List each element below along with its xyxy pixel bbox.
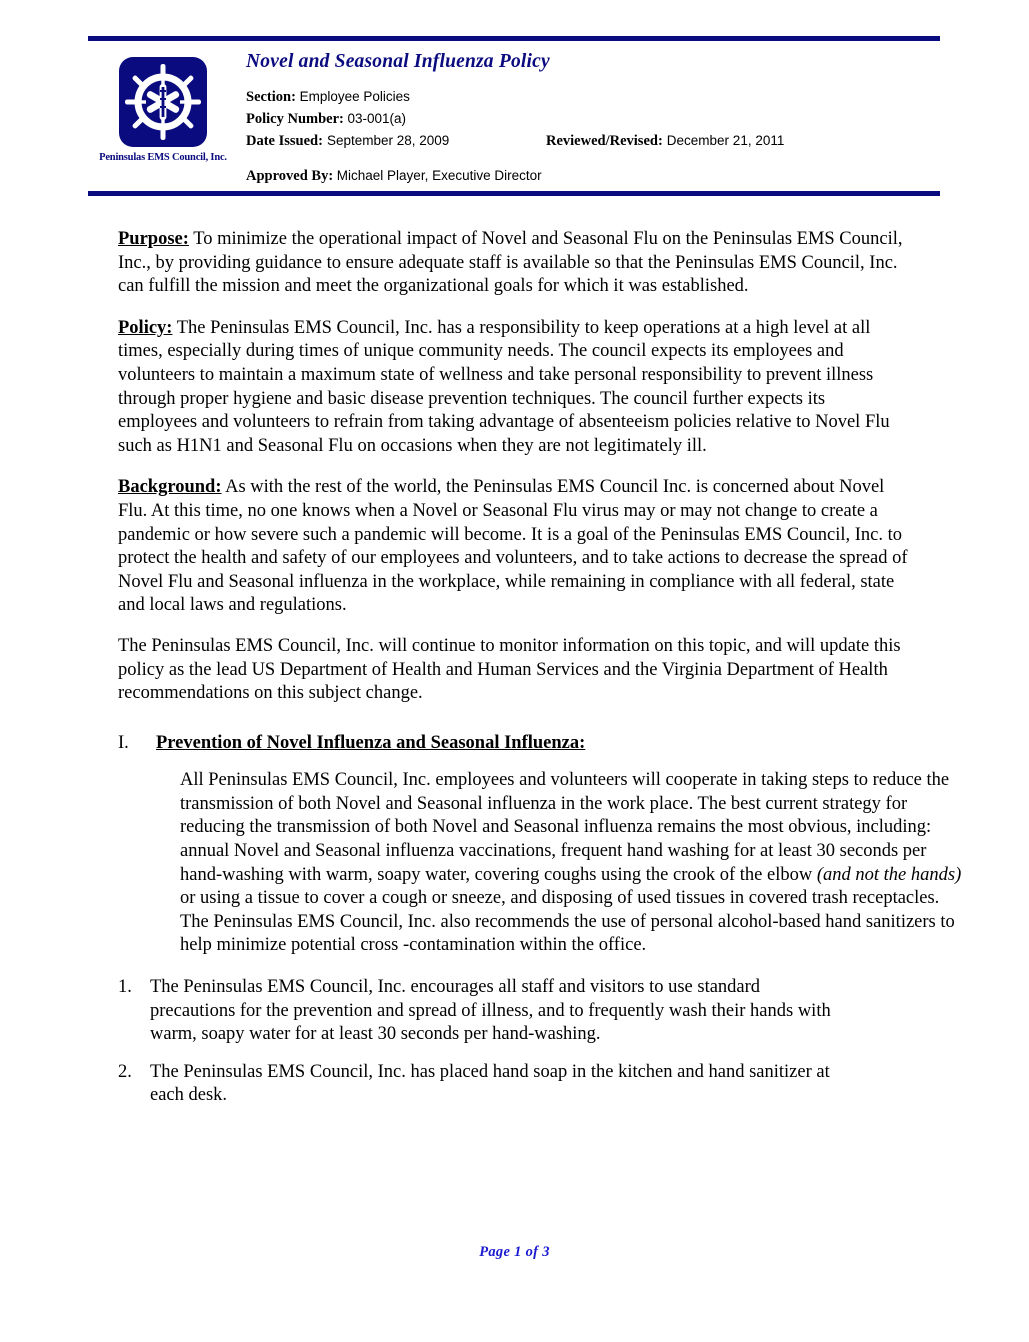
logo-block [88,49,238,163]
header-bottom-rule [88,191,940,196]
section-one-paragraph-emphasis: (and not the hands) [816,864,962,885]
header-field-dates [246,130,940,152]
ship-wheel-star-of-life-icon [119,57,207,147]
page-number: Page 1 of 3 [479,1244,550,1260]
policy-heading: Policy: [118,317,173,338]
date-issued-label: Date Issued: [246,133,323,150]
section-one-heading-row [118,732,908,756]
header-field-policy-number [246,108,940,130]
reviewed-revised-label: Reviewed/Revised: [546,133,663,150]
purpose-paragraph [118,228,908,299]
list-item-marker: 1. [118,977,132,998]
page-title: Novel and Seasonal Influenza Policy [246,51,550,72]
policy-number-label: Policy Number: [246,111,344,128]
document-header [88,36,940,196]
section-one-paragraph-part2: or using a tissue to cover a cough or sneeze, and disposing of used tissues in covered trash receptacles. The Peninsulas EMS Council, Inc. also recommends the use of personal alcohol-based hand sanitizers to help minimize potential cross -contamination within the office. [180,888,955,956]
approved-by-value: Michael Player, Executive Director [336,168,542,184]
section-one-paragraph-part1: All Peninsulas EMS Council, Inc. employees and volunteers will cooperate in taking steps to reduce the transmission of both Novel and Seasonal influenza in the work place. The best current strategy for reducing the transmission of both Novel and Seasonal influenza remains the most obvious, including: annual Novel and Seasonal influenza vaccinations, frequent hand washing for at least 30 seconds per hand-washing with warm, soapy water, covering coughs using the crook of the elbow [180,770,950,885]
document-body [118,228,962,1122]
list-item-text: The Peninsulas EMS Council, Inc. has placed hand soap in the kitchen and hand sanitizer at each desk. [150,1061,830,1106]
list-item [118,976,846,1047]
list-item-text: The Peninsulas EMS Council, Inc. encourages all staff and visitors to use standard precautions for the prevention and spread of illness, and to frequently wash their hands with warm, soapy water for at least 30 seconds per hand-washing. [150,977,831,1045]
header-field-approved-by [246,165,940,187]
logo-caption: Peninsulas EMS Council, Inc. [99,152,227,163]
reviewed-revised-value: December 21, 2011 [666,133,785,149]
section-one-heading: Prevention of Novel Influenza and Seasonal Influenza: [156,732,586,753]
header-field-date-issued [246,130,546,152]
document-footer [0,1243,1029,1261]
section-one-body [180,769,970,958]
list-item [118,1061,846,1108]
header-field-reviewed [546,130,940,152]
section-value: Employee Policies [299,89,410,105]
purpose-heading: Purpose: [118,229,189,249]
policy-paragraph [118,317,908,459]
background-heading: Background: [118,477,222,498]
section-one-numeral: I. [118,732,129,753]
approved-by-label: Approved By: [246,168,334,185]
date-issued-value: September 28, 2009 [326,133,450,149]
policy-text: The Peninsulas EMS Council, Inc. has a responsibility to keep operations at a high level at all times, especially during times of unique community needs. The council expects its employees and volunteers to maintain a maximum state of wellness and take personal responsibility to prevent illness through proper hygiene and basic disease prevention techniques. The council further expects its employees and volunteers to refrain from taking advantage of absenteeism policies relative to Novel Flu such as H1N1 and Seasonal Flu on occasions when they are not legitimately ill. [118,317,890,456]
header-field-section [246,86,940,108]
monitor-paragraph: The Peninsulas EMS Council, Inc. will continue to monitor information on this topic, and will update this policy as the lead US Department of Health and Human Services and the Virginia Department of Health recommendations on this subject change. [118,635,901,704]
section-label: Section: [246,89,296,106]
policy-number-value: 03-001(a) [347,111,407,127]
background-paragraph [118,476,908,618]
section-one-paragraph [180,769,970,958]
header-meta [238,49,940,187]
background-text: As with the rest of the world, the Peninsulas EMS Council Inc. is concerned about Novel Flu. At this time, no one knows when a Novel or Seasonal Flu virus may or may not change to create a pandemic or how severe such a pandemic will become. It is a goal of the Peninsulas EMS Council, Inc. to protect the health and safety of our employees and volunteers, and to take actions to decrease the spread of Novel Flu and Seasonal influenza in the workplace, while remaining in compliance with all federal, state and local laws and regulations. [118,477,908,616]
purpose-text: To minimize the operational impact of Novel and Seasonal Flu on the Peninsulas EMS Council, Inc., by providing guidance to ensure adequate staff is available so that the Peninsulas EMS Council, Inc. can fulfill the mission and meet the organizational goals for which it was established. [118,229,903,297]
section-one-numbered-list [118,976,846,1108]
list-item-marker: 2. [118,1061,132,1082]
